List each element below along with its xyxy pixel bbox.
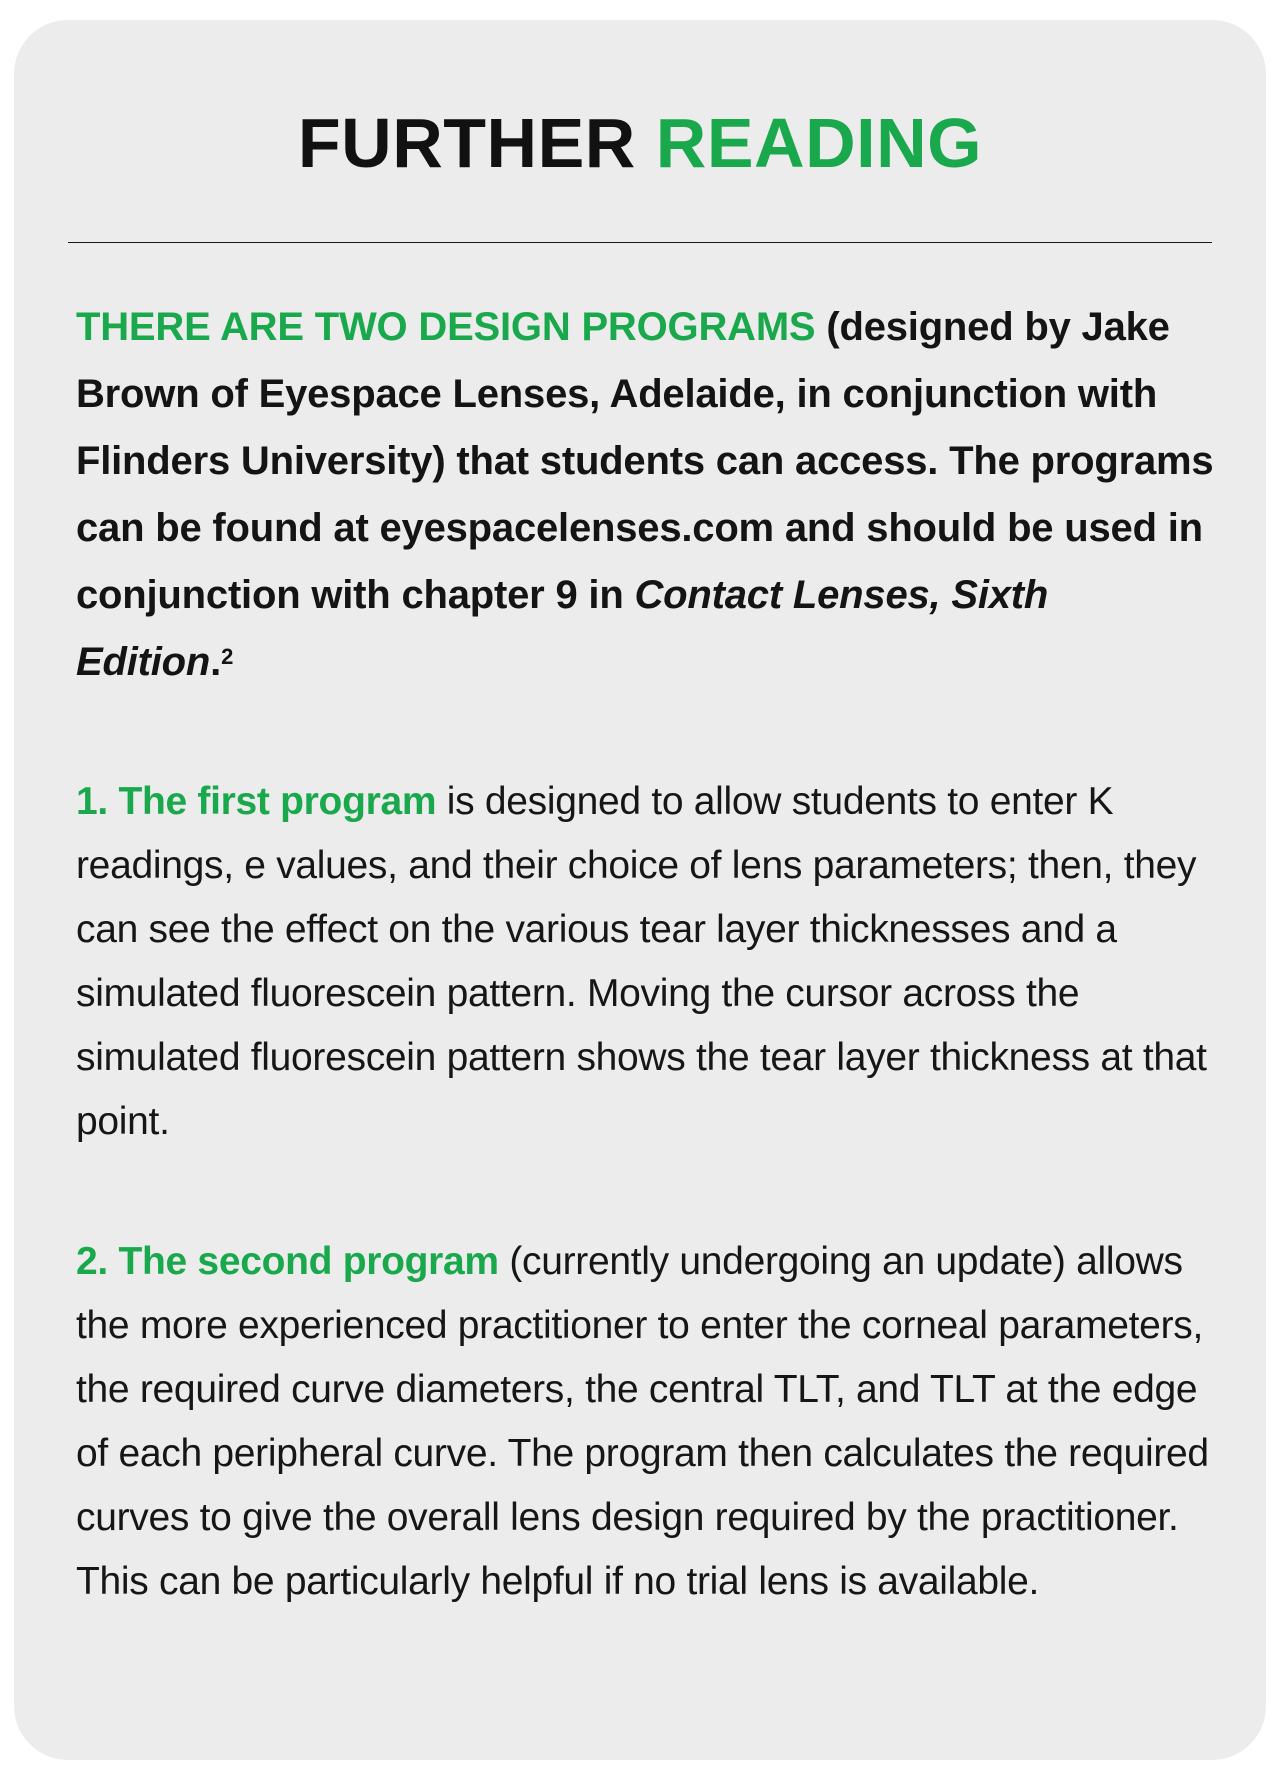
book-title: Contact Lenses, Sixth Edition — [76, 573, 1049, 684]
title-divider — [68, 242, 1212, 243]
item-second-program — [76, 1230, 1216, 1614]
item-text: is designed to allow students to enter K readings, e values, and their choice of lens parameters; then, they can see the effect on the various tear layer thicknesses and a simulated fluorescein pattern. Moving the cursor across the simulated fluorescein pattern shows the tear layer thickness at that point. — [76, 780, 1207, 1143]
footnote-ref: 2 — [221, 644, 234, 669]
title-word-reading: READING — [655, 104, 983, 182]
intro-paragraph — [76, 294, 1216, 696]
intro-lead: THERE ARE TWO DESIGN PROGRAMS — [76, 305, 816, 349]
item-label: 2. The second program — [76, 1240, 499, 1283]
item-text: (currently undergoing an update) allows the more experienced practitioner to enter the corneal parameters, the required curve diameters, the central TLT, and TLT at the edge of each peripheral curve. The program then calculates the required curves to give the overall lens design required by the practitioner. This can be particularly helpful if no trial lens is available. — [76, 1240, 1209, 1603]
intro-period: . — [210, 640, 222, 684]
further-reading-box — [14, 20, 1266, 1760]
item-first-program — [76, 770, 1216, 1154]
item-label: 1. The first program — [76, 780, 437, 823]
intro-text: (designed by Jake Brown of Eyespace Lenses, Adelaide, in conjunction with Flinders University) that students can access. The programs can be found at eyespacelenses.com and should be used in conjunction with chapter 9 in — [76, 305, 1214, 617]
title-word-further: FURTHER — [297, 104, 636, 182]
box-title — [14, 104, 1266, 182]
